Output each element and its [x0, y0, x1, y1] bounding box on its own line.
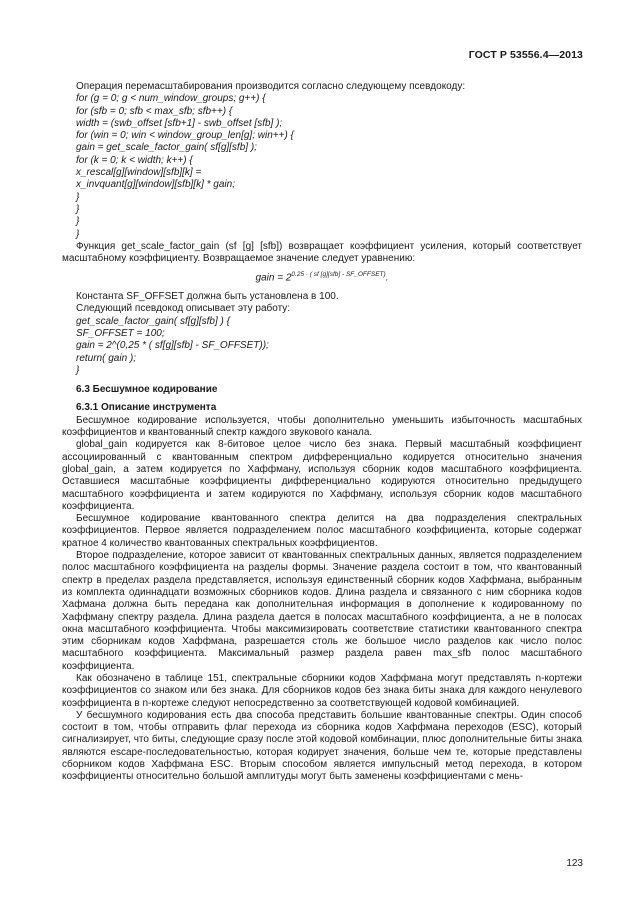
body-paragraph: У бесшумного кодирования есть два способа представить большие квантованные спектры. Один способ состоит в том, чтобы отправить флаг перехода из сборника кодов Хаффмана переходов (ESC), который сигнализирует, что биты, следующие сразу после этой кодовой комбинации, плюс дополнительные биты знака являются escape-последовательностью, которая кодирует значения, больше чем те, которые представлены сборником кодов Хаффмана ESC. Вторым способом является импульсный метод перехода, в котором коэффициенты относительно большой амплитуды могут быть заменены коэффициентами с мень-: [62, 709, 582, 783]
code-line: width = (swb_offset [sfb+1] - swb_offset [sfb] );: [76, 117, 283, 129]
code-line: get_scale_factor_gain( sf[g][sfb] ) {: [76, 315, 230, 327]
intro-paragraph: Операция перемасштабирования производится согласно следующему псевдокоду:: [76, 81, 466, 92]
section-heading: 6.3 Бесшумное кодирование: [76, 384, 218, 396]
code-line: return( gain );: [76, 352, 137, 364]
code-line: }: [76, 364, 80, 376]
document-standard-header: ГОСТ Р 53556.4—2013: [468, 49, 583, 61]
constant-paragraph: Константа SF_OFFSET должна быть установлена в 100.: [76, 291, 339, 303]
formula-tail: .: [385, 272, 389, 284]
page-content: [62, 81, 582, 784]
body-paragraph: Второе подразделение, которое зависит от квантованных спектральных данных, является подразделением полос масштабного коэффициента на разделы формы. Значение раздела состоит в том, что квантованный спектр в пределах раздела представляется, используя единственный сборник кодов Хаффмана, выбранным из комплекта одиннадцати возможных сборников кодов. Длина раздела и связанного с ним сборника кодов Хафмана должна быть передана как дополнительная информация в дополнение к кодированному по Хаффману спектру раздела. Длина раздела дается в полосах масштабного коэффициента, а не в полосах окна масштабного коэффициента. Чтобы максимизировать соответствие статистики квантованного спектра этим сборникам кодов Хаффмана, разрешается столь же большое число разделов как число полос масштабного коэффициента. Максимальный размер раздела равен max_sfb полос масштабного коэффициента.: [62, 550, 582, 672]
code-line: for (k = 0; k < width; k++) {: [76, 154, 193, 166]
code-line: for (g = 0; g < num_window_groups; g++) {: [76, 93, 266, 105]
subsection-heading: 6.3.1 Описание инструмента: [76, 402, 217, 414]
code-line: for (sfb = 0; sfb < max_sfb; sfb++) {: [76, 105, 233, 117]
gain-formula: [62, 269, 582, 285]
pseudocode-gain: [62, 316, 582, 377]
code-line: gain = 2^(0,25 * ( sf[g][sfb] - SF_OFFSET));: [76, 340, 269, 352]
code-line: }: [76, 191, 80, 203]
formula-exponent: 0.25 · ( sf [g][sfb] - SF_OFFSET): [291, 271, 386, 279]
pseudocode-intro-paragraph: Следующий псевдокод описывает эту работу:: [76, 303, 291, 315]
pseudocode-rescale: [62, 93, 582, 241]
code-line: gain = get_scale_factor_gain( sf[g][sfb] );: [76, 142, 257, 154]
code-line: SF_OFFSET = 100;: [76, 327, 165, 339]
formula-lhs: gain = 2: [255, 272, 292, 284]
function-paragraph: Функция get_scale_factor_gain (sf [g] [sfb]) возвращает коэффициент усиления, который соответствует масштабному коэффициенту. Возвращаемое значение следует уравнению:: [62, 240, 582, 265]
body-paragraph: Как обозначено в таблице 151, спектральные сборники кодов Хаффмана могут представлять n-кортежи коэффициентов со знаком или без знака. Для сборников кодов без знака биты знака для каждого ненулевого коэффициента в n-кортеже следуют непосредственно за соответствующей кодовой комбинацией.: [62, 672, 582, 709]
code-line: }: [76, 203, 80, 215]
page-number: 123: [566, 858, 583, 869]
code-line: }: [76, 216, 80, 228]
body-paragraph: Бесшумное кодирование квантованного спектра делится на два подразделения спектральных коэффициентов. Первое является подразделением полос масштабного коэффициента, которые содержат кратное 4 количество квантованных спектральных коэффициентов.: [62, 513, 582, 549]
code-line: x_invquant[g][window][sfb][k] * gain;: [76, 179, 235, 191]
code-line: }: [76, 228, 80, 240]
body-paragraph: Бесшумное кодирование используется, чтобы дополнительно уменьшить избыточность масштабных коэффициентов и квантованный спектр каждого звукового канала.: [62, 414, 582, 439]
body-paragraph: global_gain кодируется как 8-битовое целое число без знака. Первый масштабный коэффициент ассоциированный с квантованным спектром дифференциально кодируется относительно значения global_gain, а затем кодируется по Хаффману, используя сборник кодов масштабного коэффициента. Оставшиеся масштабные коэффициенты дифференциально кодируются относительно предыдущего масштабного коэффициента и затем кодируются по Хаффману, используя сборник кодов масштабного коэффициента.: [62, 439, 582, 512]
code-line: x_rescal[g][window][sfb][k] =: [76, 167, 202, 179]
code-line: for (win = 0; win < window_group_len[g]; win++) {: [76, 130, 294, 142]
